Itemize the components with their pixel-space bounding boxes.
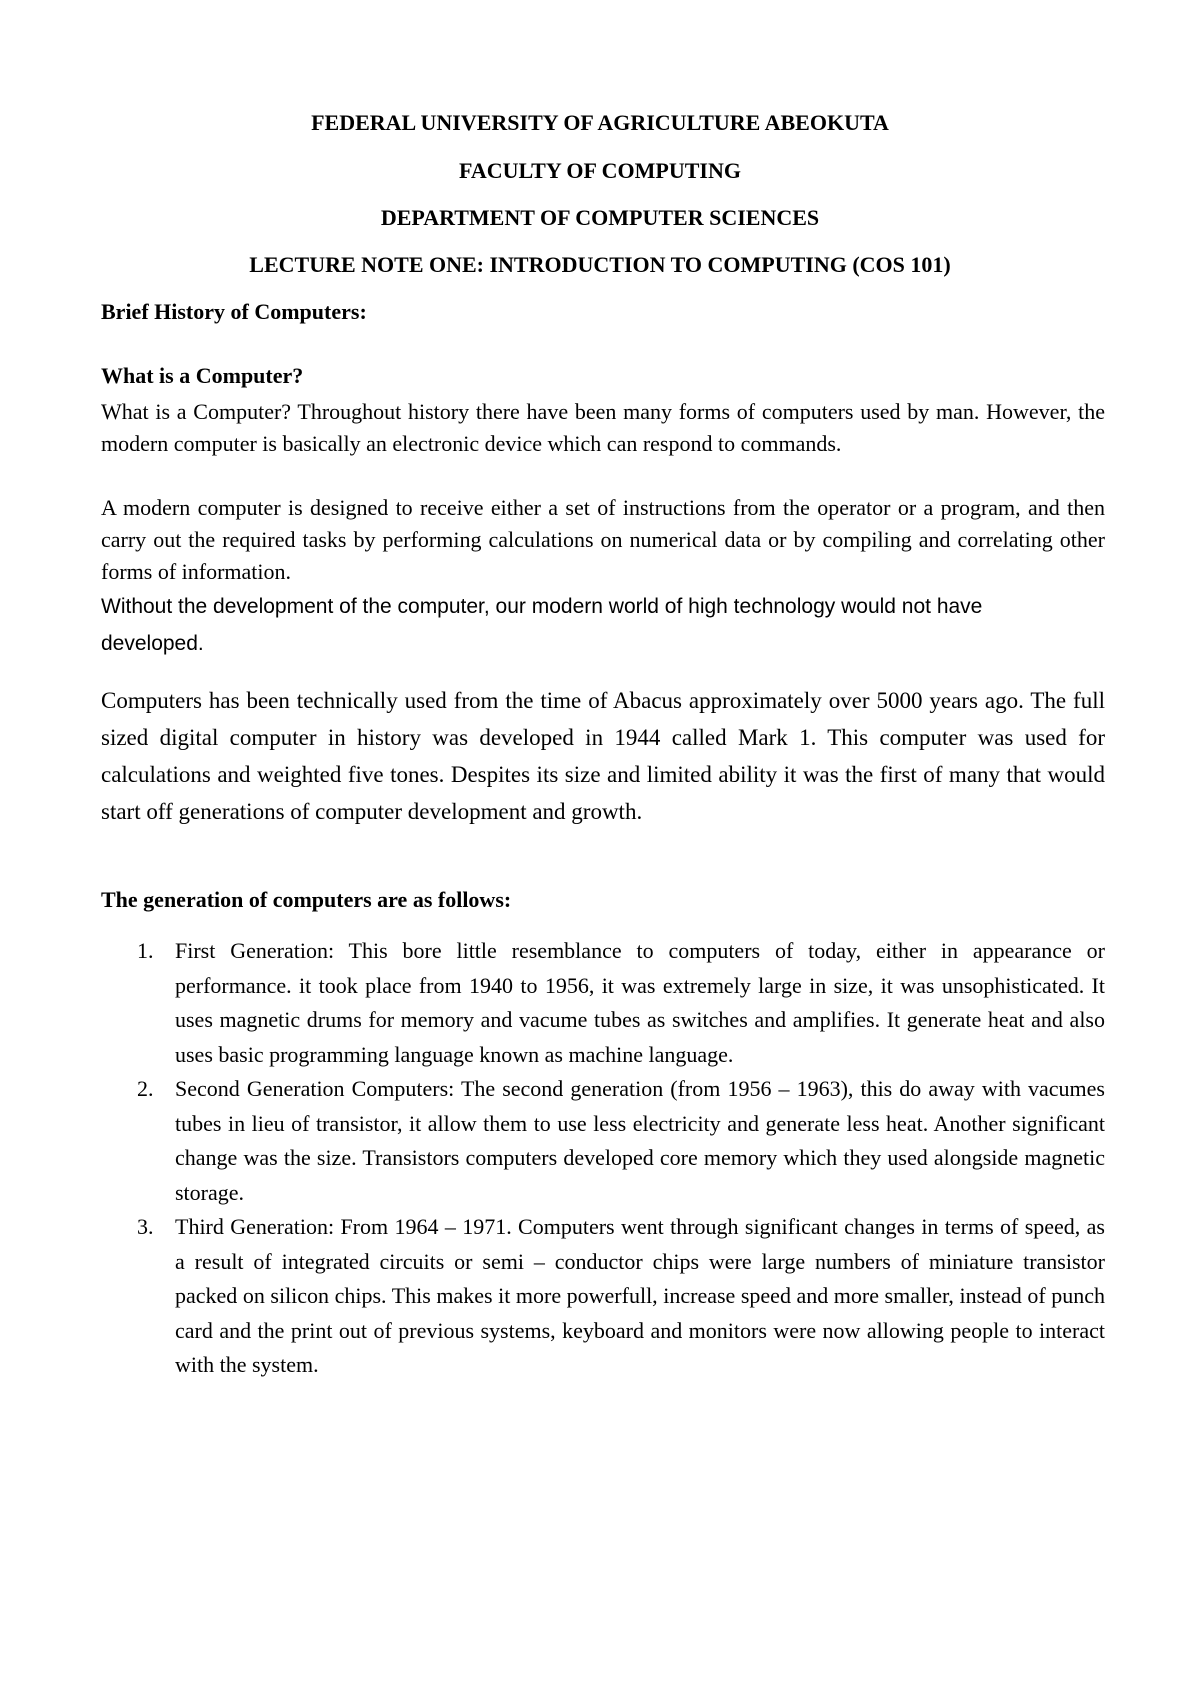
lecture-title: LECTURE NOTE ONE: INTRODUCTION TO COMPUTING (COS 101) — [249, 252, 951, 277]
list-item-text: First Generation: This bore little resemblance to computers of today, either in appearance or performance. it took place from 1940 to 1956, it was extremely large in size, it was unsophisticated. It uses magnetic drums for memory and vacume tubes as switches and amplifies. It generate heat and also uses basic programming language known as machine language. — [175, 938, 1105, 1067]
what-is-computer-heading: What is a Computer? — [101, 363, 304, 388]
what-paragraph-1: What is a Computer? Throughout history there have been many forms of computers used by man. However, the modern computer is basically an electronic device which can respond to commands. — [101, 399, 1105, 456]
list-item-first-generation — [101, 934, 1105, 1072]
generations-heading: The generation of computers are as follows: — [101, 887, 512, 912]
list-item-text: Third Generation: From 1964 – 1971. Computers went through significant changes in terms of speed, as a result of integrated circuits or semi – conductor chips were large numbers of miniature transistor packed on silicon chips. This makes it more powerfull, increase speed and more smaller, instead of punch card and the print out of previous systems, keyboard and monitors were now allowing people to interact with the system. — [175, 1214, 1105, 1377]
department-title: DEPARTMENT OF COMPUTER SCIENCES — [380, 205, 820, 230]
list-item-second-generation — [101, 1072, 1105, 1210]
faculty-title: FACULTY OF COMPUTING — [459, 158, 741, 183]
generations-list — [101, 934, 1105, 1383]
what-paragraph-3: Without the development of the computer, our modern world of high technology would not have developed. — [101, 595, 983, 655]
list-number: 2. — [137, 1076, 154, 1101]
list-item-third-generation — [101, 1210, 1105, 1383]
abacus-paragraph: Computers has been technically used from the time of Abacus approximately over 5000 years ago. The full sized digital computer in history was developed in 1944 called Mark 1. This computer was used for calculations and weighted five tones. Despites its size and limited ability it was the first of many that would start off generations of computer development and growth. — [101, 688, 1105, 824]
list-number: 3. — [137, 1214, 154, 1239]
university-title: FEDERAL UNIVERSITY OF AGRICULTURE ABEOKUTA — [311, 110, 889, 135]
list-item-text: Second Generation Computers: The second generation (from 1956 – 1963), this do away with vacumes tubes in lieu of transistor, it allow them to use less electricity and generate less heat. Another significant change was the size. Transistors computers developed core memory which they used alongside magnetic storage. — [175, 1076, 1105, 1205]
what-paragraph-2: A modern computer is designed to receive either a set of instructions from the operator or a program, and then carry out the required tasks by performing calculations on numerical data or by compiling and correlating other forms of information. — [101, 495, 1105, 584]
history-heading: Brief History of Computers: — [101, 299, 367, 324]
list-number: 1. — [137, 938, 154, 963]
